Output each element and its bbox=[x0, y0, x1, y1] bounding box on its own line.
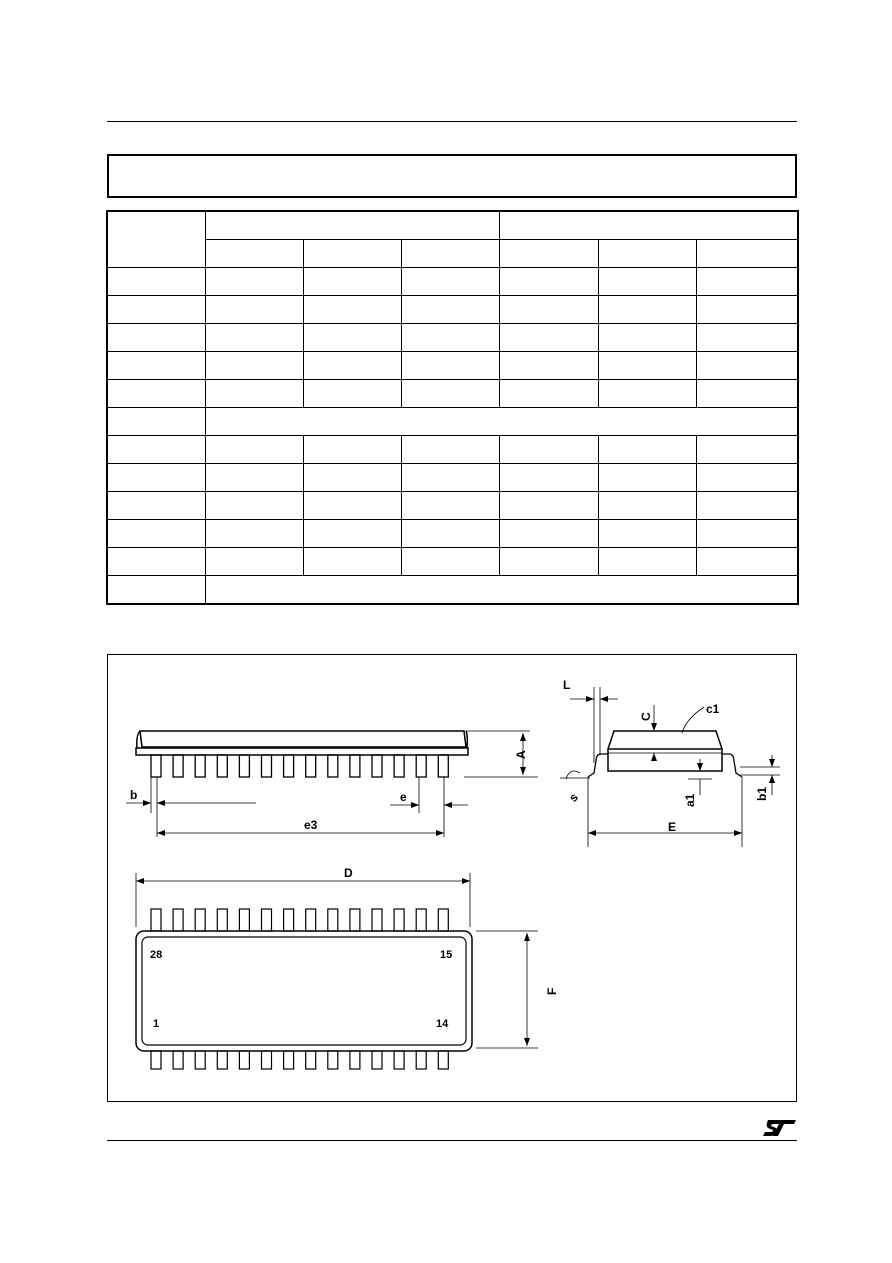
table-cell bbox=[697, 240, 798, 268]
table-cell bbox=[599, 324, 697, 352]
top-lead-upper bbox=[284, 909, 294, 931]
right-gullwing-lead bbox=[722, 754, 742, 777]
table-cell bbox=[697, 520, 798, 548]
table-cell bbox=[402, 268, 500, 296]
dim-label-C: C bbox=[639, 712, 653, 721]
table-cell bbox=[304, 240, 402, 268]
dim-label-s: s bbox=[566, 790, 581, 805]
table-cell bbox=[304, 464, 402, 492]
left-gullwing-lead bbox=[588, 754, 608, 777]
table-cell bbox=[402, 324, 500, 352]
table-cell bbox=[697, 268, 798, 296]
top-lead-upper bbox=[173, 909, 183, 931]
table-cell bbox=[108, 436, 206, 464]
top-lead-upper bbox=[416, 909, 426, 931]
pin-label-15: 15 bbox=[440, 949, 453, 961]
side-lead bbox=[151, 755, 161, 777]
table-cell bbox=[206, 380, 304, 408]
table-cell bbox=[206, 324, 304, 352]
table-cell bbox=[304, 520, 402, 548]
side-lead bbox=[195, 755, 205, 777]
table-cell bbox=[206, 548, 304, 576]
table-cell bbox=[599, 520, 697, 548]
table-cell bbox=[500, 296, 599, 324]
table-row bbox=[108, 352, 798, 380]
package-drawing bbox=[107, 654, 797, 1102]
top-lead-lower bbox=[284, 1051, 294, 1069]
end-body-top bbox=[608, 731, 722, 749]
side-lead bbox=[328, 755, 338, 777]
side-lead bbox=[284, 755, 294, 777]
table-cell bbox=[304, 324, 402, 352]
table-cell bbox=[108, 408, 206, 436]
top-lead-upper bbox=[239, 909, 249, 931]
side-lead bbox=[438, 755, 448, 777]
table-cell bbox=[206, 352, 304, 380]
table-cell bbox=[108, 464, 206, 492]
top-lead-lower bbox=[394, 1051, 404, 1069]
table-row bbox=[108, 492, 798, 520]
dim-label-E: E bbox=[668, 820, 677, 834]
dim-label-b1: b1 bbox=[755, 786, 769, 801]
top-leads-lower bbox=[151, 1051, 448, 1069]
st-logo bbox=[762, 1118, 798, 1138]
table-cell bbox=[500, 268, 599, 296]
table-cell bbox=[304, 268, 402, 296]
top-lead-upper bbox=[350, 909, 360, 931]
dim-label-a1: a1 bbox=[683, 793, 697, 807]
inch-header-cell bbox=[500, 212, 798, 240]
package-outline-svg bbox=[108, 655, 796, 1101]
table-cell bbox=[304, 296, 402, 324]
table-cell bbox=[599, 492, 697, 520]
top-lead-upper bbox=[306, 909, 316, 931]
side-lead bbox=[394, 755, 404, 777]
table-cell bbox=[402, 296, 500, 324]
top-lead-lower bbox=[328, 1051, 338, 1069]
table-row bbox=[108, 436, 798, 464]
table-row bbox=[108, 212, 798, 240]
table-cell bbox=[599, 240, 697, 268]
top-lead-upper bbox=[217, 909, 227, 931]
table-cell bbox=[697, 548, 798, 576]
table-cell bbox=[697, 492, 798, 520]
table-row bbox=[108, 296, 798, 324]
table-cell bbox=[206, 240, 304, 268]
top-lead-upper bbox=[262, 909, 272, 931]
top-lead-lower bbox=[239, 1051, 249, 1069]
table-cell bbox=[697, 464, 798, 492]
table-row bbox=[108, 520, 798, 548]
table-cell bbox=[500, 436, 599, 464]
dim-label-D: D bbox=[344, 866, 353, 880]
dim-label-c1: c1 bbox=[706, 702, 720, 716]
table-cell bbox=[500, 548, 599, 576]
table-cell bbox=[500, 240, 599, 268]
side-lead bbox=[173, 755, 183, 777]
table-cell bbox=[500, 492, 599, 520]
table-cell bbox=[697, 324, 798, 352]
dim-label-e3: e3 bbox=[304, 818, 318, 832]
table-cell bbox=[599, 464, 697, 492]
table-cell bbox=[599, 436, 697, 464]
side-lead bbox=[350, 755, 360, 777]
table-cell bbox=[108, 492, 206, 520]
table-cell bbox=[402, 380, 500, 408]
table-cell bbox=[108, 352, 206, 380]
table-cell bbox=[304, 492, 402, 520]
mm-header-cell bbox=[206, 212, 500, 240]
top-lead-lower bbox=[262, 1051, 272, 1069]
table-cell-merged bbox=[206, 408, 798, 436]
table-row bbox=[108, 240, 798, 268]
side-lead bbox=[306, 755, 316, 777]
table-cell bbox=[304, 380, 402, 408]
table-cell bbox=[599, 548, 697, 576]
top-lead-upper bbox=[372, 909, 382, 931]
table-row bbox=[108, 464, 798, 492]
table-cell-merged bbox=[206, 576, 798, 604]
top-lead-lower bbox=[372, 1051, 382, 1069]
table-cell bbox=[206, 268, 304, 296]
table-row bbox=[108, 380, 798, 408]
table-cell bbox=[206, 520, 304, 548]
top-lead-lower bbox=[217, 1051, 227, 1069]
table-cell bbox=[697, 380, 798, 408]
top-body-outer bbox=[136, 931, 472, 1051]
table-cell bbox=[402, 436, 500, 464]
table-row bbox=[108, 324, 798, 352]
table-cell bbox=[500, 520, 599, 548]
table-cell bbox=[500, 380, 599, 408]
top-body-inner bbox=[142, 937, 466, 1045]
table-cell bbox=[206, 436, 304, 464]
table-cell bbox=[108, 576, 206, 604]
top-lead-lower bbox=[306, 1051, 316, 1069]
top-lead-upper bbox=[394, 909, 404, 931]
table-cell bbox=[500, 324, 599, 352]
table-cell bbox=[599, 380, 697, 408]
dim-header-cell bbox=[108, 212, 206, 268]
side-lead bbox=[262, 755, 272, 777]
table-cell bbox=[206, 296, 304, 324]
footer-rule bbox=[107, 1140, 797, 1141]
table-cell bbox=[108, 324, 206, 352]
top-lead-lower bbox=[438, 1051, 448, 1069]
table-row bbox=[108, 408, 798, 436]
table-cell bbox=[402, 464, 500, 492]
table-title-box bbox=[107, 154, 797, 198]
side-view bbox=[126, 731, 538, 837]
top-lead-lower bbox=[350, 1051, 360, 1069]
top-leads-upper bbox=[151, 909, 448, 931]
table-cell bbox=[108, 548, 206, 576]
side-body-edge bbox=[136, 748, 468, 755]
dimensions-table bbox=[107, 211, 798, 604]
side-leads bbox=[151, 755, 448, 777]
top-view bbox=[136, 873, 538, 1069]
top-lead-upper bbox=[328, 909, 338, 931]
table-cell bbox=[402, 548, 500, 576]
table-row bbox=[108, 268, 798, 296]
top-lead-upper bbox=[438, 909, 448, 931]
table-cell bbox=[304, 548, 402, 576]
side-lead bbox=[217, 755, 227, 777]
dim-label-A: A bbox=[514, 750, 528, 759]
top-lead-upper bbox=[151, 909, 161, 931]
top-lead-lower bbox=[151, 1051, 161, 1069]
table-cell bbox=[599, 296, 697, 324]
table-cell bbox=[500, 352, 599, 380]
side-body-top bbox=[140, 731, 466, 747]
dim-label-F: F bbox=[545, 987, 559, 995]
header-rule bbox=[107, 121, 797, 122]
pin-label-28: 28 bbox=[150, 949, 163, 961]
table-cell bbox=[402, 492, 500, 520]
top-lead-lower bbox=[173, 1051, 183, 1069]
table-cell bbox=[304, 352, 402, 380]
table-cell bbox=[599, 268, 697, 296]
top-lead-lower bbox=[195, 1051, 205, 1069]
table-row bbox=[108, 576, 798, 604]
table-cell bbox=[206, 464, 304, 492]
pin-label-1: 1 bbox=[153, 1018, 160, 1030]
table-cell bbox=[697, 296, 798, 324]
dim-label-b: b bbox=[130, 788, 138, 802]
dim-label-L: L bbox=[563, 678, 571, 692]
table-row bbox=[108, 548, 798, 576]
table-cell bbox=[108, 268, 206, 296]
table-cell bbox=[402, 240, 500, 268]
table-cell bbox=[108, 296, 206, 324]
dim-label-e: e bbox=[400, 790, 407, 804]
table-cell bbox=[697, 436, 798, 464]
table-cell bbox=[402, 520, 500, 548]
table-cell bbox=[500, 464, 599, 492]
side-lead bbox=[372, 755, 382, 777]
table-cell bbox=[108, 380, 206, 408]
table-cell bbox=[206, 492, 304, 520]
side-lead bbox=[239, 755, 249, 777]
table-cell bbox=[697, 352, 798, 380]
table-cell bbox=[402, 352, 500, 380]
table-cell bbox=[599, 352, 697, 380]
end-body-lower bbox=[608, 749, 722, 771]
top-lead-upper bbox=[195, 909, 205, 931]
side-lead bbox=[416, 755, 426, 777]
pin-label-14: 14 bbox=[436, 1018, 449, 1030]
top-lead-lower bbox=[416, 1051, 426, 1069]
table-cell bbox=[108, 520, 206, 548]
table-cell bbox=[304, 436, 402, 464]
